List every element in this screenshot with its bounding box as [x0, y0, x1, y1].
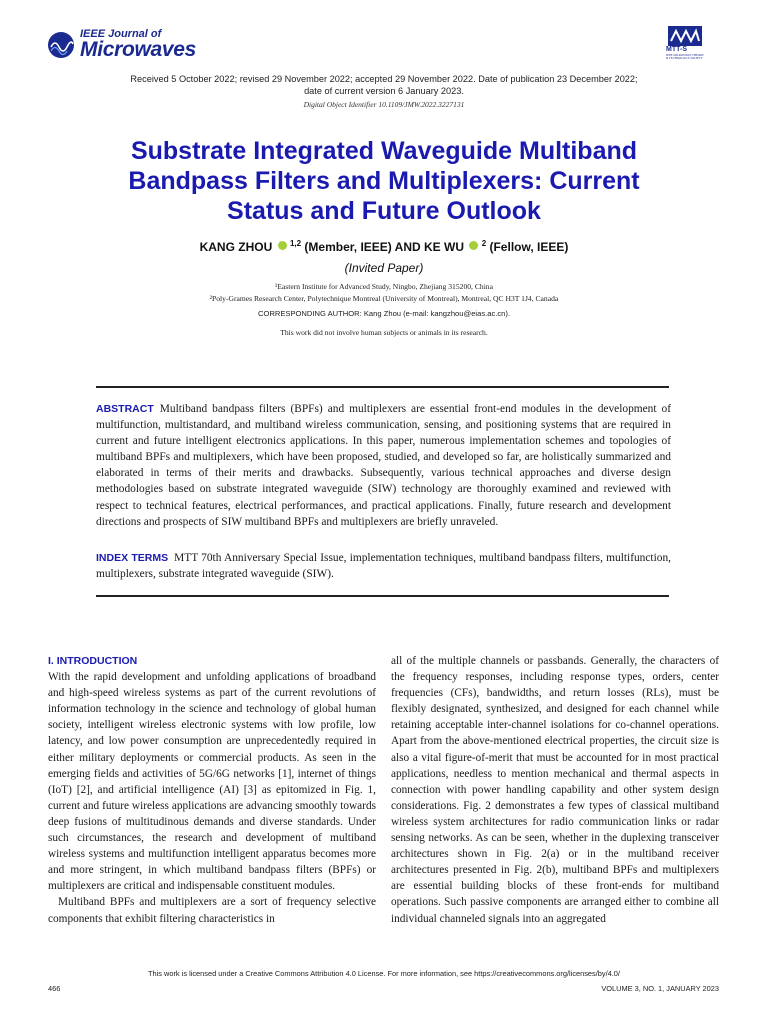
author-line [60, 239, 708, 254]
society-logo-icon [668, 26, 702, 46]
license-notice: This work is licensed under a Creative Commons Attribution 4.0 License. For more information, see https://creativecommons.org/licenses/by/4.0/ [148, 969, 620, 978]
journal-name-line2: Microwaves [80, 38, 197, 61]
corresponding-author: CORRESPONDING AUTHOR: Kang Zhou (e-mail: kangzhou@eias.ac.cn). [257, 309, 511, 318]
paragraph: all of the multiple channels or passbands. Generally, the characters of the frequency responses, including response types, orders, center frequencies (CFs), bandwidths, and return losses (RLs), must be flexibly designated, synthesized, and designed for each channel while retaining acceptable inter-channel isolations for co-channel operations. Apart from the above-mentioned electrical properties, the circuit size is also a vital figure-of-merit that must be accounted for in most practical applications, needless to mention mechanical and thermal aspects in connection with power handling capability and other system design considerations. Fig. 2 demonstrates a few types of classical multiband wireless system architectures for radio communication links or radar sensing networks. As can be seen, whether in the duplexing transceiver architectures shown in Fig. 2(a) or in the multiband receiver architectures presented in Fig. 2(b), multiband BPFs and multiplexers are essential building blocks of these front-ends for multiband operations. Such passive components are arranged either to combine all individual channeled signals into an aggregated [391, 655, 719, 925]
index-terms-label: INDEX TERMS [96, 552, 169, 564]
society-logo [666, 24, 722, 64]
paper-title [60, 136, 708, 226]
title-line: Status and Future Outlook [227, 197, 541, 225]
abstract-text: Multiband bandpass filters (BPFs) and multiplexers are essential front-end modules in the development of multifunction, multistandard, and multiband wireless communication, sensing, and positioning systems that are required in current and future intelligent electronics applications. In this paper, numerous implementation schemes and topologies of multiband BPFs and multiplexers, which have been proposed, studied, and developed so far, are holistically summarized and elaborated in terms of their merits and drawbacks. Subsequently, various technical approaches and diverse design methodologies based on substrate integrated waveguide (SIW) technology are thoroughly examined and reviewed with respect to technical features, electrical performances, and practical applications. Finally, future research and development directions and prospects of SIW multiband BPFs and multiplexers are briefly unraveled. [96, 403, 671, 528]
left-column [48, 653, 376, 927]
society-logo-text: MTT-S [666, 46, 687, 53]
affiliation-1: ¹Eastern Institute for Advanced Study, Ningbo, Zhejiang 315200, China [275, 282, 493, 291]
volume-info: VOLUME 3, NO. 1, JANUARY 2023 [601, 984, 719, 993]
author-name: KANG ZHOU [199, 240, 273, 254]
author-affiliation-sup: 2 [481, 239, 487, 248]
right-column [391, 653, 719, 927]
journal-logo [46, 28, 206, 62]
journal-logo-icon [48, 32, 74, 58]
journal-name-line1: IEEE Journal of [80, 28, 162, 40]
author-affiliation-sup: 1,2 [289, 239, 302, 248]
orcid-icon[interactable] [469, 241, 478, 250]
orcid-icon[interactable] [278, 241, 287, 250]
abstract [96, 401, 671, 530]
page-number: 466 [48, 984, 61, 993]
society-logo-subtext: IEEE MICROWAVE THEORY & TECHNOLOGY SOCIETY [666, 53, 704, 60]
abstract-label: ABSTRACT [96, 403, 154, 415]
author-role: (Fellow, IEEE) [489, 240, 569, 254]
title-line: Bandpass Filters and Multiplexers: Current [128, 167, 640, 195]
affiliation-2: ²Poly-Grames Research Center, Polytechnique Montreal (University of Montreal), Montreal, QC H3T 1J4, Canada [209, 294, 559, 303]
section-heading: I. INTRODUCTION [48, 655, 138, 667]
publication-dates: Received 5 October 2022; revised 29 November 2022; accepted 29 November 2022. Date of publication 23 December 2022; date of current version 6 January 2023. [130, 74, 638, 96]
paragraph: Multiband BPFs and multiplexers are a sort of frequency selective components that exhibit filtering characteristics in [48, 896, 376, 925]
title-line: Substrate Integrated Waveguide Multiband [130, 137, 638, 165]
index-terms-text: MTT 70th Anniversary Special Issue, implementation techniques, multiband bandpass filters, multifunction, multiplexers, substrate integrated waveguide (SIW). [96, 552, 671, 581]
index-terms [96, 550, 671, 582]
paragraph: With the rapid development and unfolding applications of broadband and high-speed wireless systems as part of the current revolutions of information technology in the science and technology of global human society, intelligent wireless electronic systems with low profile, low latency, and low power consumption are unprecedentedly required in either military deployments or commercial products. As seen in the emerging fields and activities of 5G/6G networks [1], internet of things (IoT) [2], and artificial intelligence (AI) [3] as epitomized in Fig. 1, current and future wireless applications are advancing smoothly towards deep fusions of multitudinous demands and diverse standards. Under such circumstances, the research and development of multiband wireless systems and multifunction intelligent apparatus becomes more and more stringent, in which multiband bandpass filters (BPFs) or multiplexers are critical and indispensable constituent modules. [48, 671, 376, 893]
doi: Digital Object Identifier 10.1109/JMW.2022.3227131 [303, 100, 465, 109]
divider [96, 386, 669, 388]
invited-paper-label: (Invited Paper) [344, 261, 424, 275]
ethics-statement: This work did not involve human subjects or animals in its research. [280, 328, 488, 337]
author-role: (Member, IEEE) AND KE WU [304, 240, 464, 254]
divider [96, 595, 669, 597]
